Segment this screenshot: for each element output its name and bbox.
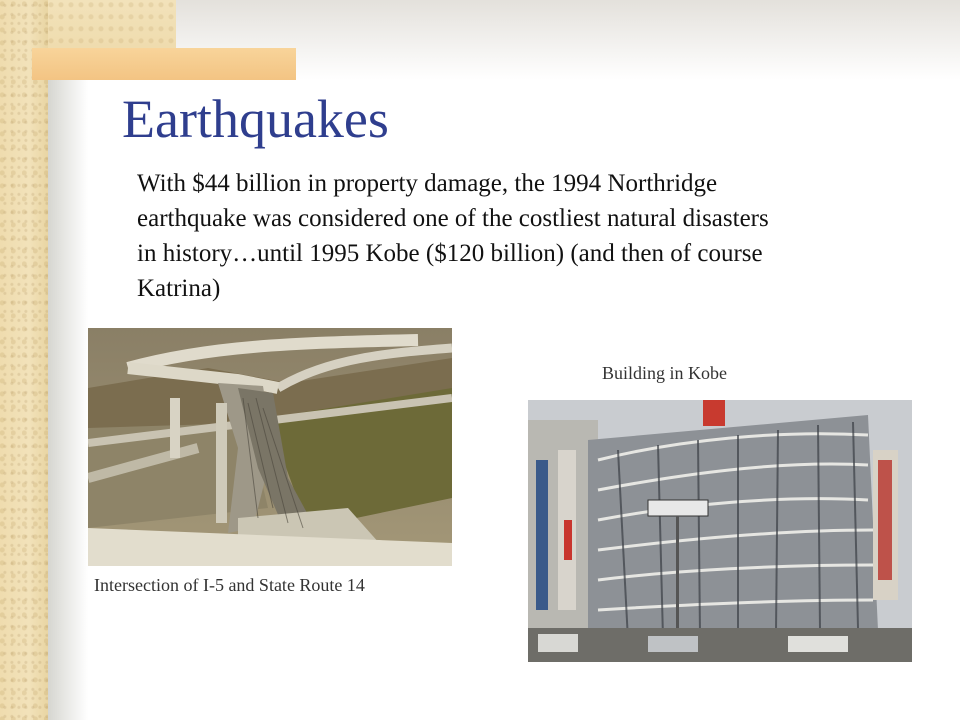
freeway-photo-caption: Intersection of I-5 and State Route 14 <box>94 575 365 595</box>
freeway-collapse-photo <box>88 328 452 566</box>
slide-body-text: With $44 billion in property damage, the 1994 Northridge earthquake was considered one of the costliest natural disasters in history…until 1995 Kobe ($120 billion) (and then of course Katrina) <box>137 170 769 302</box>
left-shadow <box>48 48 88 720</box>
kobe-building-photo <box>528 400 912 662</box>
parchment-strip <box>0 0 48 720</box>
accent-bar <box>32 48 296 80</box>
building-photo-caption: Building in Kobe <box>602 363 727 383</box>
slide-title: Earthquakes <box>122 89 389 149</box>
parchment-corner <box>48 0 176 48</box>
